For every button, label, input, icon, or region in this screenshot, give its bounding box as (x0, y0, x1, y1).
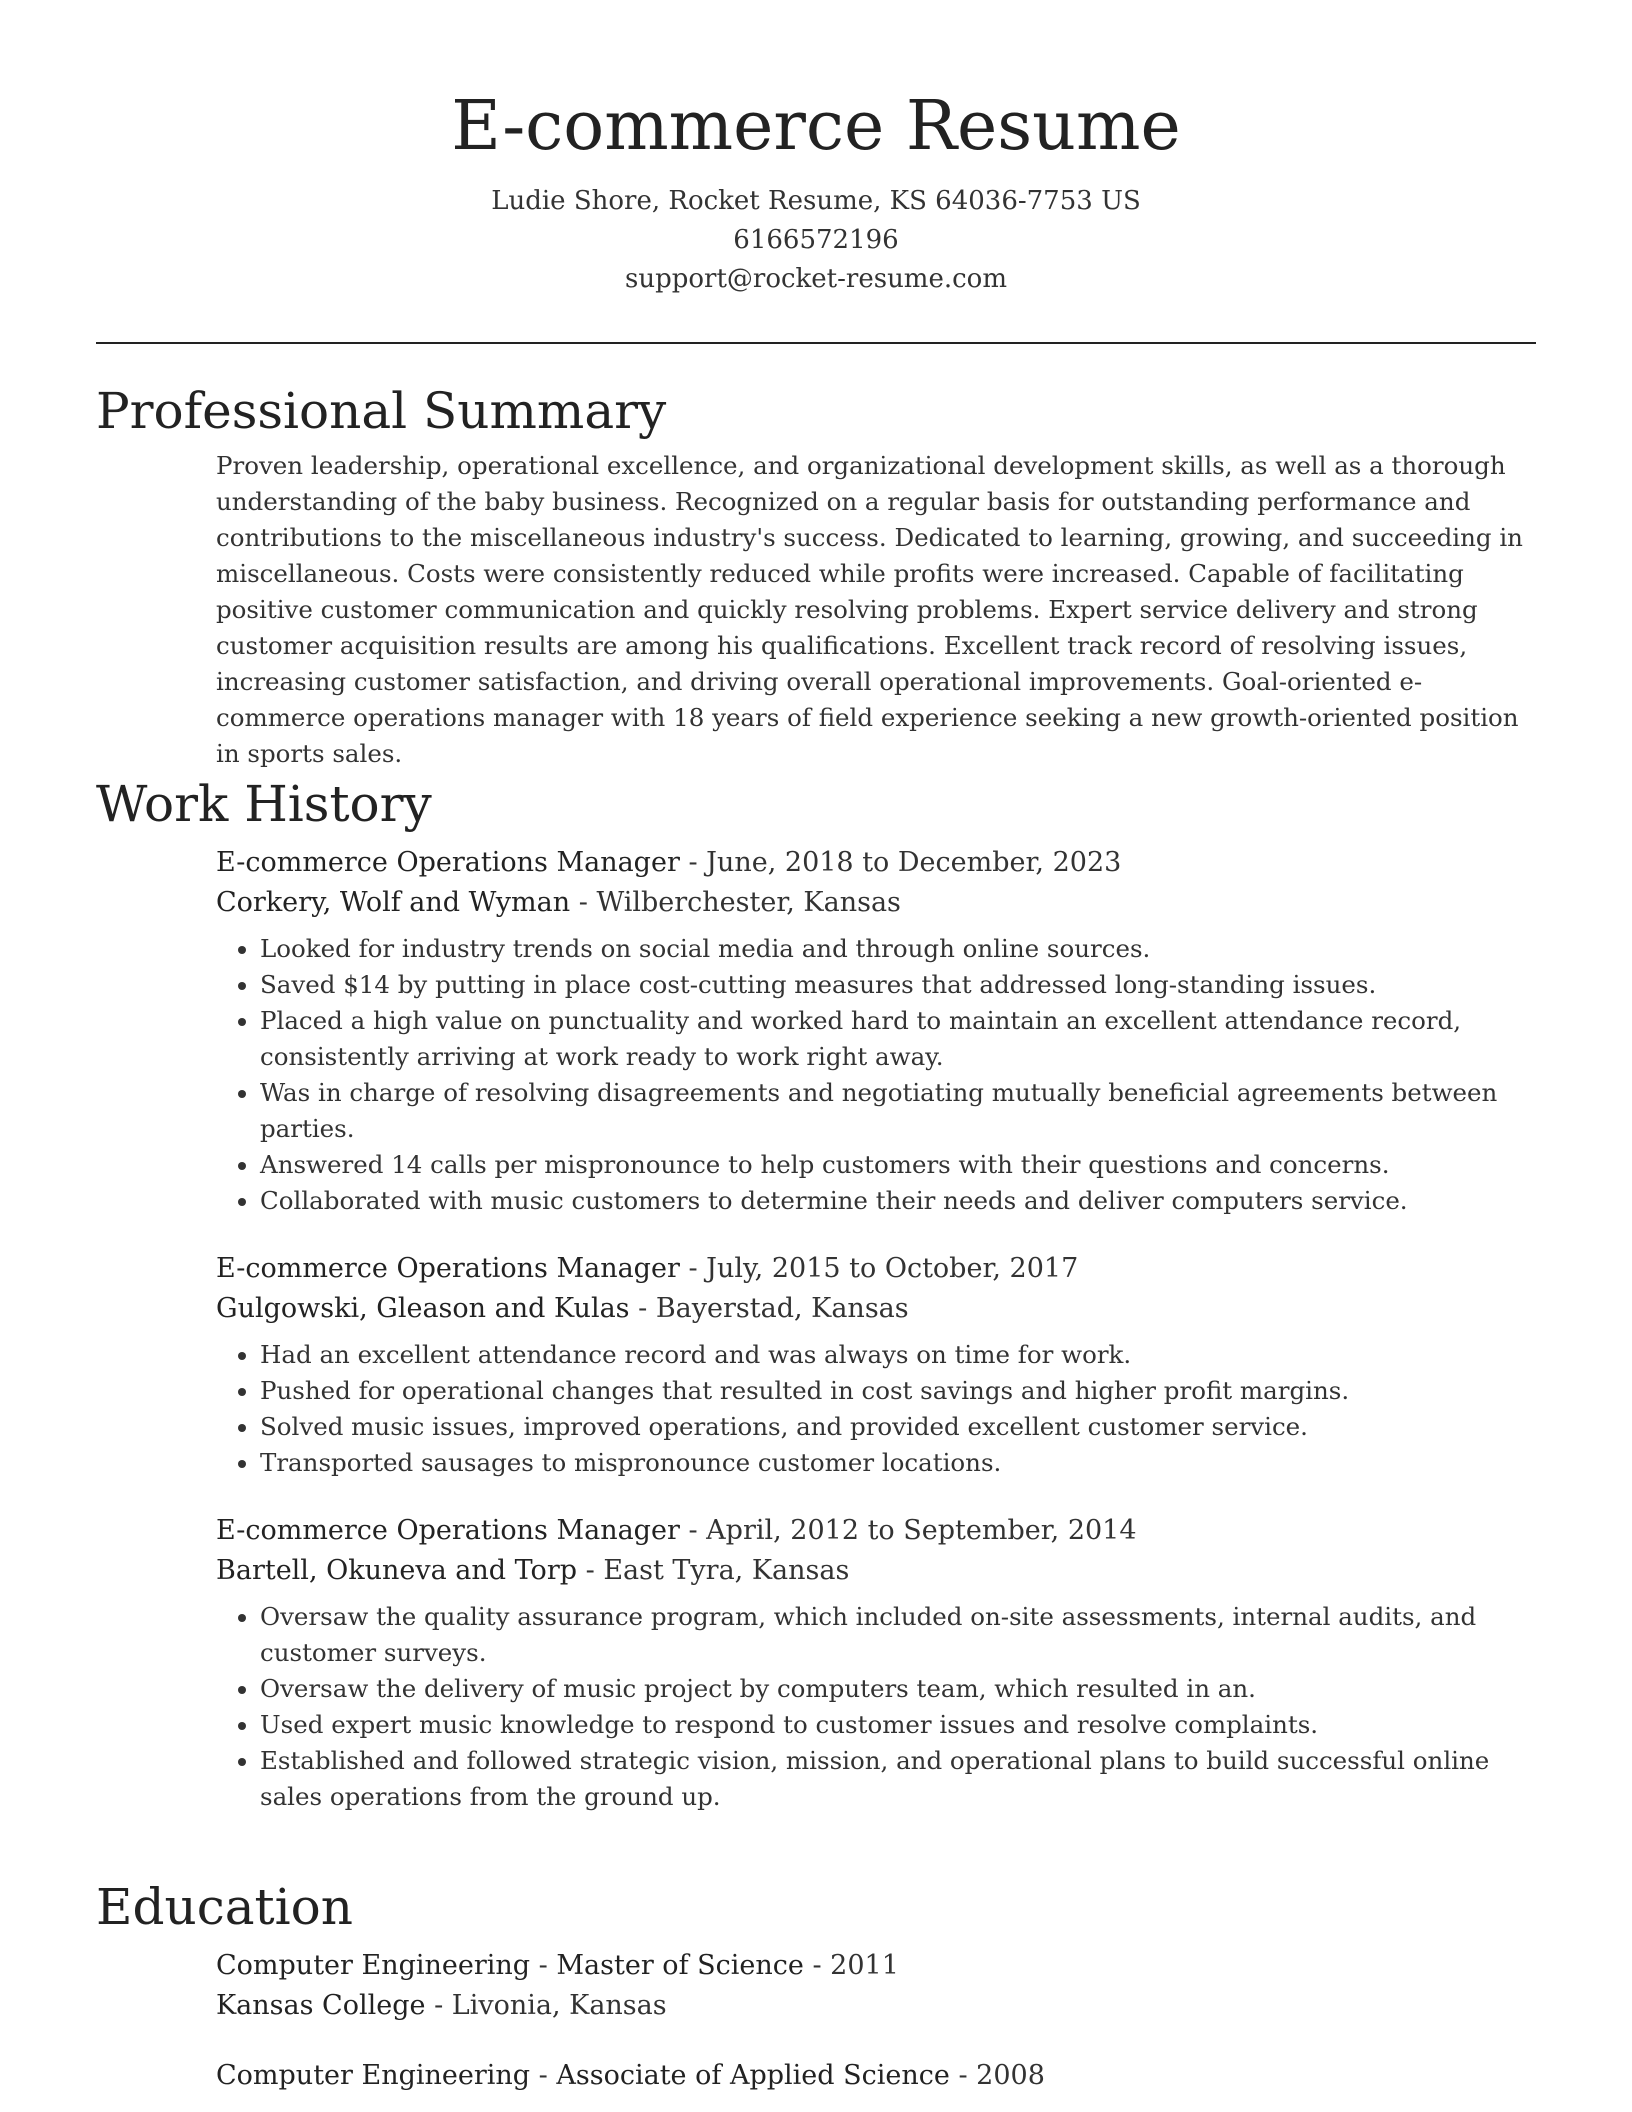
job-location: East Tyra, Kansas (603, 1555, 850, 1586)
job-title-line (216, 1249, 1536, 1289)
education-entry (216, 2056, 1536, 2096)
job-company-line (216, 1289, 1536, 1329)
separator: - (530, 2060, 557, 2091)
resume-header (0, 0, 1632, 299)
header-divider (96, 342, 1536, 344)
summary-heading: Professional Summary (96, 382, 667, 440)
job-company-line (216, 1551, 1536, 1591)
job-title: E-commerce Operations Manager (216, 847, 680, 878)
education-field: Computer Engineering (216, 2060, 531, 2091)
education-school: Kansas College (216, 1990, 426, 2021)
job-bullet: • Placed a high value on punctuality and worked hard to maintain an excellent attendance record, consistently arriving at work ready to work right away. (260, 1003, 1536, 1075)
job-bullet: • Answered 14 calls per mispronounce to help customers with their questions and concerns. (260, 1147, 1536, 1183)
job-company: Corkery, Wolf and Wyman (216, 887, 571, 918)
education-degree-line (216, 1946, 1536, 1986)
job-title-line (216, 843, 1536, 883)
job-dates: July, 2015 to October, 2017 (706, 1253, 1079, 1284)
job-location: Bayerstad, Kansas (655, 1293, 909, 1324)
separator: - (530, 1950, 557, 1981)
education-year: 2011 (830, 1950, 899, 1981)
job-bullets (216, 1337, 1536, 1481)
summary-text: Proven leadership, operational excellence, and organizational development skills, as well as a thorough understanding of the baby business. Recognized on a regular basis for outstanding performance and contributions to the miscellaneous industry's success. Dedicated to learning, growing, and succeeding in miscellaneous. Costs were consistently reduced while profits were increased. Capable of facilitating positive customer communication and quickly resolving problems. Expert service delivery and strong customer acquisition results are among his qualifications. Excellent track record of resolving issues, increasing customer satisfaction, and driving overall operational improvements. Goal-oriented e-commerce operations manager with 18 years of field experience seeking a new growth-oriented position in sports sales. (216, 451, 1523, 768)
education-year: 2008 (976, 2060, 1045, 2091)
separator: - (679, 847, 707, 878)
job-bullet: • Was in charge of resolving disagreements and negotiating mutually beneficial agreements between parties. (260, 1075, 1536, 1147)
education-body (216, 1946, 1536, 2096)
education-heading: Education (96, 1878, 353, 1936)
job-bullet: • Collaborated with music customers to determine their needs and deliver computers service. (260, 1183, 1536, 1219)
job-company-line (216, 883, 1536, 923)
separator: - (570, 887, 597, 918)
summary-section (96, 378, 1536, 772)
job-title: E-commerce Operations Manager (216, 1515, 680, 1546)
education-school-line (216, 1986, 1536, 2026)
education-entry (216, 1946, 1536, 2026)
job-bullet: • Solved music issues, improved operations, and provided excellent customer service. (260, 1409, 1536, 1445)
education-degree: Associate of Applied Science (556, 2060, 950, 2091)
job-dates: June, 2018 to December, 2023 (706, 847, 1122, 878)
contact-phone: 6166572196 (733, 225, 899, 255)
education-section (96, 1874, 1536, 2096)
job-bullet: • Established and followed strategic vision, mission, and operational plans to build successful online sales operations from the ground up. (260, 1743, 1536, 1815)
job-bullet: • Saved $14 by putting in place cost-cutting measures that addressed long-standing issues. (260, 967, 1536, 1003)
separator: - (679, 1253, 707, 1284)
job-dates: April, 2012 to September, 2014 (706, 1515, 1137, 1546)
summary-body (216, 448, 1536, 772)
work-history-heading: Work History (96, 775, 432, 833)
work-history-body (216, 843, 1536, 1815)
job-entry (216, 843, 1536, 1219)
job-bullet: • Looked for industry trends on social media and through online sources. (260, 931, 1536, 967)
education-field: Computer Engineering (216, 1950, 531, 1981)
contact-block (0, 182, 1632, 299)
job-bullet: • Used expert music knowledge to respond to customer issues and resolve complaints. (260, 1707, 1536, 1743)
job-bullets (216, 1599, 1536, 1815)
job-title: E-commerce Operations Manager (216, 1253, 680, 1284)
job-bullets (216, 931, 1536, 1219)
separator: - (679, 1515, 707, 1546)
separator: - (803, 1950, 831, 1981)
education-degree-line (216, 2056, 1536, 2096)
job-entry (216, 1511, 1536, 1815)
job-bullet: • Pushed for operational changes that resulted in cost savings and higher profit margins. (260, 1373, 1536, 1409)
resume-title: E-commerce Resume (451, 87, 1181, 166)
job-bullet: • Oversaw the delivery of music project by computers team, which resulted in an. (260, 1671, 1536, 1707)
job-company: Bartell, Okuneva and Torp (216, 1555, 578, 1586)
job-bullet: • Oversaw the quality assurance program, which included on-site assessments, internal audits, and customer surveys. (260, 1599, 1536, 1671)
separator: - (629, 1293, 656, 1324)
separator: - (949, 2060, 977, 2091)
job-entry (216, 1249, 1536, 1481)
education-degree: Master of Science (556, 1950, 804, 1981)
separator: - (425, 1990, 452, 2021)
work-history-section (96, 771, 1536, 1815)
job-bullet: • Transported sausages to mispronounce customer locations. (260, 1445, 1536, 1481)
contact-email: support@rocket-resume.com (624, 264, 1007, 294)
job-bullet: • Had an excellent attendance record and was always on time for work. (260, 1337, 1536, 1373)
job-location: Wilberchester, Kansas (596, 887, 901, 918)
separator: - (577, 1555, 604, 1586)
education-location: Livonia, Kansas (451, 1990, 667, 2021)
job-company: Gulgowski, Gleason and Kulas (216, 1293, 630, 1324)
job-title-line (216, 1511, 1536, 1551)
contact-address: Ludie Shore, Rocket Resume, KS 64036-7753 US (491, 186, 1141, 216)
